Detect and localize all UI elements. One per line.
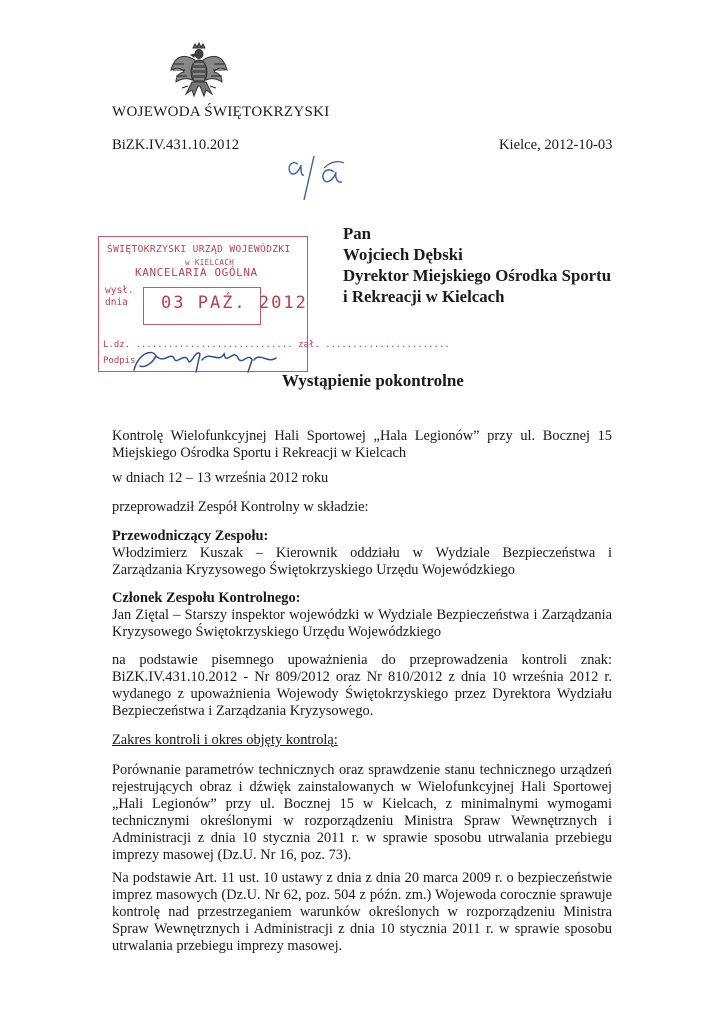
handwritten-signature xyxy=(130,342,280,376)
addressee-position-cont: i Rekreacji w Kielcach xyxy=(343,287,505,306)
inspection-dates: w dniach 12 – 13 września 2012 roku xyxy=(112,470,329,486)
reference-number: BiZK.IV.431.10.2012 xyxy=(112,137,240,153)
chair-section xyxy=(112,528,612,579)
team-intro: przeprowadził Zespół Kontrolny w składzie: xyxy=(112,499,369,515)
addressee-block xyxy=(343,223,611,307)
scope-heading: Zakres kontroli i okres objęty kontrolą: xyxy=(112,732,338,748)
chair-text: Włodzimierz Kuszak – Kierownik oddziału w Wydziale Bezpieczeństwa i Zarządzania Kryzysowego Świętokrzyskiego Urzędu Wojewódzkiego xyxy=(112,545,612,578)
addressee-position: Dyrektor Miejskiego Ośrodka Sportu xyxy=(343,266,612,285)
addressee-salutation: Pan xyxy=(343,224,371,243)
stamp-department-line: KANCELARIA OGÓLNA xyxy=(135,266,258,279)
stamp-office-line: ŚWIĘTOKRZYSKI URZĄD WOJEWÓDZKI xyxy=(107,244,291,255)
scope-paragraph: Porównanie parametrów technicznych oraz sprawdzenie stanu technicznego urządzeń rejestrujących obraz i dźwięk zainstalowanych w Wielofunkcyjnej Hali Sportowej „Hali Legionów” przy ul. Bocznej 15 w Kielcach, z minimalnymi wymogami technicznymi określonymi w rozporządzeniu Ministra Spraw Wewnętrznych i Administracji z dnia 10 stycznia 2011 r. w sprawie sposobu utrwalania przebiegu imprezy masowej (Dz.U. Nr 16, poz. 73). xyxy=(112,762,612,863)
addressee-name: Wojciech Dębski xyxy=(343,245,463,264)
document-title: Wystąpienie pokontrolne xyxy=(282,371,464,390)
legal-basis-paragraph: Na podstawie Art. 11 ust. 10 ustawy z dnia z dnia 20 marca 2009 r. o bezpieczeństwie imprez masowych (Dz.U. Nr 62, poz. 504 z późn. zm.) Wojewoda corocznie sprawuje kontrolę nad przestrzeganiem warunków określonych w rozporządzeniu Ministra Spraw Wewnętrznych i Administracji z dnia 10 stycznia 2011 r. w sprawie sposobu utrwalania przebiegu imprezy masowej. xyxy=(112,870,612,954)
authorization-paragraph: na podstawie pisemnego upoważnienia do przeprowadzenia kontroli znak: BiZK.IV.431.10.2012 - Nr 809/2012 oraz Nr 810/2012 z dnia 10 września 2012 r. wydanego z upoważnienia Wojewody Świętokrzyskiego przez Dyrektora Wydziału Bezpieczeństwa i Zarządzania Kryzysowego. xyxy=(112,652,612,719)
stamp-date: 03 PAŹ. 2012 xyxy=(161,293,308,313)
member-text: Jan Ziętal – Starszy inspektor wojewódzki w Wydziale Bezpieczeństwa i Zarządzania Kryzysowego Świętokrzyskiego Urzędu Wojewódzkiego xyxy=(112,607,612,640)
stamp-city-line: w KIELCACH xyxy=(185,258,235,267)
stamp-signature-label: Podpis xyxy=(103,356,136,366)
member-heading: Członek Zespołu Kontrolnego: xyxy=(112,590,301,606)
chair-heading: Przewodniczący Zespołu: xyxy=(112,528,269,544)
member-section xyxy=(112,590,612,641)
place-and-date: Kielce, 2012-10-03 xyxy=(499,137,613,153)
handwritten-mark-a-a xyxy=(284,150,356,206)
stamp-wysl: wysł. xyxy=(105,285,134,296)
state-emblem-eagle-icon xyxy=(168,40,230,102)
stamp-dnia: dnia xyxy=(105,297,128,308)
intro-paragraph: Kontrolę Wielofunkcyjnej Hali Sportowej „Hala Legionów” przy ul. Bocznej 15 Miejskiego Ośrodka Sportu i Rekreacji w Kielcach xyxy=(112,428,612,461)
stamp-ldz-line: L.dz. ............................. zał. ....................... xyxy=(103,340,450,350)
stamp-sent-label xyxy=(105,285,134,309)
issuing-authority: WOJEWODA ŚWIĘTOKRZYSKI xyxy=(112,104,330,120)
